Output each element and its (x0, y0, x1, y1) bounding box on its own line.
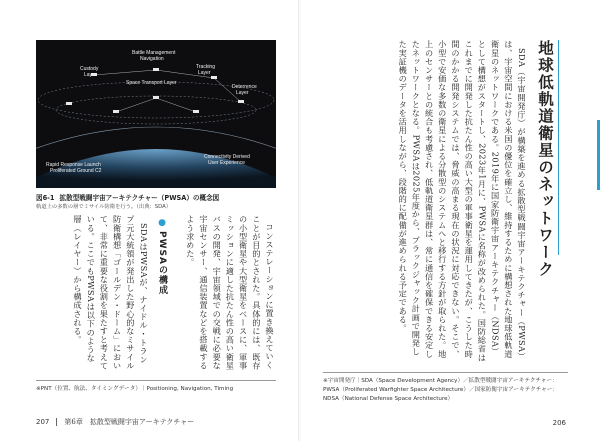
left-body-paragraph: コンステレーションに置き換えていくことが目的とされた。具体的には、既存の小型衛星や大型衛星をベースに、軍事ミッションに適した抗たん性の高い衛星バスの開発、宇宙領域での交戦に必要な宇宙センサー、通信装置などを搭載するよう求めた。 (185, 215, 275, 370)
right-footnote: ※宇宙開発庁｜SDA（Space Development Agency）／拡散型戦闘宇宙アーキテクチャー：PWSA（Proliferated Warfighter Space Architecture）／国家防衛宇宙アーキテクチャー：NDSA（National Defense Space Architecture） (323, 372, 568, 404)
label-custody-layer: Layer (84, 72, 97, 78)
left-folio (36, 417, 194, 427)
left-body-text (176, 215, 276, 370)
left-page-number: 207 (36, 418, 50, 426)
label-navigation: Navigation (140, 56, 164, 62)
label-rapid-response-2: Proliferated Ground C2 (50, 168, 102, 174)
figure-number: 図6-1 (36, 194, 55, 202)
label-deterrence: Deterrence (232, 84, 257, 90)
folio-separator (56, 418, 57, 426)
satellite-icon (153, 96, 159, 99)
left-section-paragraph: SDAはPWSAが、ナイドル・トランプ元大統領が発出した野心的なミサイル防衛構想「ゴールデン・ドーム」において、非常に重要な役割を果たすと考えている。ここでもPWSAは以下のような層（レイヤー）から構成される。 (72, 215, 149, 370)
satellite-icon (193, 110, 199, 113)
label-rapid-response-1: Rapid Response Launch (46, 162, 101, 168)
label-deterrence-layer: Layer (236, 90, 249, 96)
bullet-dot-icon: ● (157, 218, 167, 229)
satellite-icon (238, 100, 244, 103)
label-tracking: Tracking (196, 64, 215, 70)
label-custody: Custody (80, 66, 99, 72)
pwsa-diagram (36, 40, 276, 188)
section-heading-text: PWSAの構成 (157, 231, 167, 295)
right-body-text (323, 40, 528, 362)
left-section-text (36, 215, 150, 370)
satellite-icon (211, 76, 217, 79)
label-space-transport: Space Transport Layer (126, 80, 177, 86)
figure-caption-subtitle: 軌道上の多数の層でミサイル防衛を行う。（出典：SDA） (36, 204, 172, 210)
headline-accent-rule (558, 40, 559, 255)
left-page (0, 0, 299, 441)
label-connectivity-1: Connectivity Derived (204, 154, 250, 160)
page-headline: 地球低軌道衛星のネットワーク (536, 40, 554, 278)
satellite-icon (113, 110, 119, 113)
right-page-number: 206 (552, 419, 566, 427)
figure-title: 拡散型戦闘宇宙アーキテクチャー（PWSA）の概念図 (59, 194, 220, 202)
label-battle-mgmt: Battle Management (132, 50, 176, 56)
right-body-paragraph: SDA（宇宙開発庁）が構築を進める拡散型戦闘宇宙アーキテクチャー（PWSA）は、宇宙空間における米国の優位を確立し、維持するために構想された地球低軌道衛星のネットワークである。2019年に国家防衛宇宙アーキテクチャー（NDSA）として構想がスタートし、2023年1月に、PWSAに名称が改められた。国防総省はこれまでに開発した抗たん性の高い大型の軍事衛星を運用してきたが、こうした時間のかかる開発システムでは、脅威の高まる現在の状況に対応できない。そこで、小型で安価な多数の衛星による分散型のシステムへと移行する方針が取られた。地上のセンサーとの統合も考慮され、低軌道衛星群は、常に通信を確保できる安定したネットワークとなる。PWSAは2025年度から、ブラックジャック計画で開発した実証機のデータを活用しながら、段階的に配備が進められる予定である。 (398, 40, 527, 362)
chapter-running-head: 第6章 拡散型戦闘宇宙アーキテクチャー (64, 418, 195, 426)
satellite-icon (66, 102, 72, 105)
label-tracking-layer: Layer (198, 70, 211, 76)
section-heading (156, 218, 169, 295)
satellite-icon (153, 68, 159, 71)
label-connectivity-2: User Experience (208, 160, 245, 166)
pwsa-concept-figure (36, 40, 276, 188)
figure-caption-title (36, 192, 219, 202)
left-footnote: ※PNT（位置、航法、タイミングデータ）｜Positioning, Navigation, Timing (36, 380, 276, 394)
